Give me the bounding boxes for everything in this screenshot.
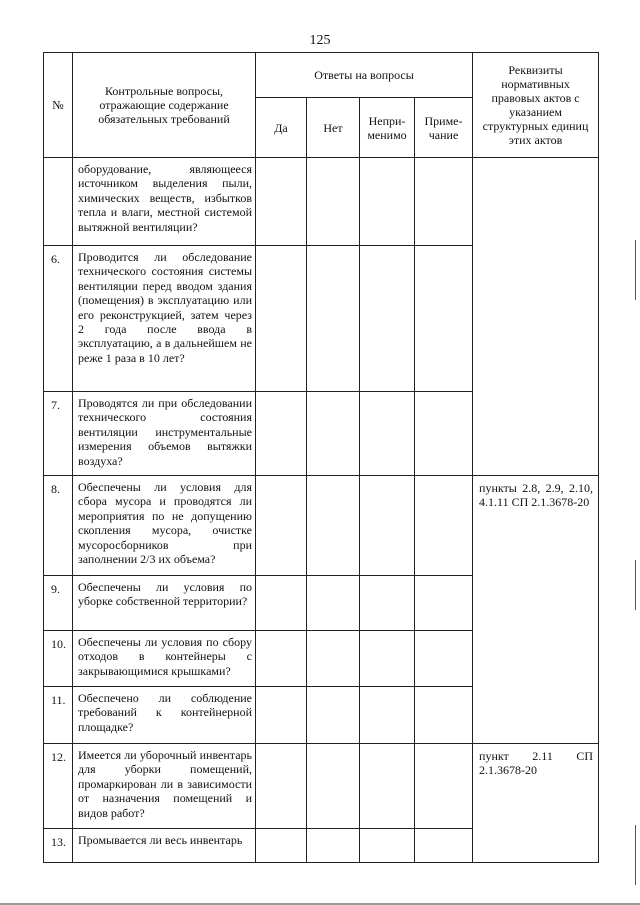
row-question: Обеспечены ли условия для сбора мусора и проводятся ли мероприятия по не допущению скопления мусора, очистке мусоросборников при заполнении 2/3 их объема?	[73, 476, 256, 576]
answer-yes-cell[interactable]	[256, 392, 307, 476]
header-answers: Ответы на вопросы	[256, 53, 473, 98]
answer-no-cell[interactable]	[307, 392, 360, 476]
row-number: 9.	[44, 576, 73, 631]
answer-note-cell[interactable]	[415, 476, 473, 576]
answer-not-applicable-cell[interactable]	[360, 158, 415, 246]
row-number	[44, 158, 73, 246]
row-number: 6.	[44, 246, 73, 392]
answer-note-cell[interactable]	[415, 744, 473, 829]
row-question: Имеется ли уборочный инвентарь для уборки помещений, промаркирован ли в зависимости от назначения помещений и видов работ?	[73, 744, 256, 829]
row-question: Промывается ли весь инвентарь	[73, 829, 256, 863]
answer-note-cell[interactable]	[415, 631, 473, 687]
answer-no-cell[interactable]	[307, 687, 360, 744]
row-question: оборудование, являющееся источником выделения пыли, химических веществ, избытков тепла и влаги, местной системой вытяжной вентиляции?	[73, 158, 256, 246]
row-question: Обеспечено ли соблюдение требований к контейнерной площадке?	[73, 687, 256, 744]
header-requisites: Реквизиты нормативных правовых актов с указанием структурных единиц этих актов	[473, 53, 599, 158]
answer-yes-cell[interactable]	[256, 476, 307, 576]
answer-yes-cell[interactable]	[256, 576, 307, 631]
row-question: Проводятся ли при обследовании технического состояния вентиляции инструментальные измерения объемов вытяжки воздуха?	[73, 392, 256, 476]
header-number: №	[44, 53, 73, 158]
answer-yes-cell[interactable]	[256, 687, 307, 744]
scan-edge-mark	[635, 560, 636, 610]
scan-edge-mark	[635, 825, 636, 885]
header-yes: Да	[256, 98, 307, 158]
row-question: Обеспечены ли условия по уборке собственной территории?	[73, 576, 256, 631]
answer-yes-cell[interactable]	[256, 246, 307, 392]
row-number: 13.	[44, 829, 73, 863]
answer-yes-cell[interactable]	[256, 158, 307, 246]
answer-no-cell[interactable]	[307, 631, 360, 687]
header-not-applicable: Непри-менимо	[360, 98, 415, 158]
header-note: Приме-чание	[415, 98, 473, 158]
row-requisites: пункты 2.8, 2.9, 2.10, 4.1.11 СП 2.1.3678-20	[473, 476, 599, 744]
answer-no-cell[interactable]	[307, 744, 360, 829]
answer-no-cell[interactable]	[307, 246, 360, 392]
header-no: Нет	[307, 98, 360, 158]
answer-not-applicable-cell[interactable]	[360, 687, 415, 744]
answer-yes-cell[interactable]	[256, 631, 307, 687]
row-number: 11.	[44, 687, 73, 744]
row-number: 12.	[44, 744, 73, 829]
answer-not-applicable-cell[interactable]	[360, 576, 415, 631]
scan-edge-mark	[635, 240, 636, 300]
answer-not-applicable-cell[interactable]	[360, 829, 415, 863]
page-number: 125	[309, 33, 331, 48]
answer-note-cell[interactable]	[415, 392, 473, 476]
header-question: Контрольные вопросы, отражающие содержание обязательных требований	[73, 53, 256, 158]
answer-note-cell[interactable]	[415, 576, 473, 631]
answer-not-applicable-cell[interactable]	[360, 631, 415, 687]
row-question: Обеспечены ли условия по сбору отходов в контейнеры с закрывающимися крышками?	[73, 631, 256, 687]
row-number: 10.	[44, 631, 73, 687]
table-row	[44, 744, 599, 829]
row-requisites	[473, 158, 599, 476]
row-number: 8.	[44, 476, 73, 576]
answer-note-cell[interactable]	[415, 246, 473, 392]
table-row	[44, 158, 599, 246]
answer-no-cell[interactable]	[307, 476, 360, 576]
header-row-top	[44, 53, 599, 98]
answer-note-cell[interactable]	[415, 829, 473, 863]
answer-not-applicable-cell[interactable]	[360, 392, 415, 476]
answer-not-applicable-cell[interactable]	[360, 246, 415, 392]
answer-yes-cell[interactable]	[256, 829, 307, 863]
answer-not-applicable-cell[interactable]	[360, 744, 415, 829]
answer-no-cell[interactable]	[307, 829, 360, 863]
answer-note-cell[interactable]	[415, 687, 473, 744]
answer-no-cell[interactable]	[307, 576, 360, 631]
answer-yes-cell[interactable]	[256, 744, 307, 829]
answer-note-cell[interactable]	[415, 158, 473, 246]
checklist-table	[43, 52, 599, 863]
row-number: 7.	[44, 392, 73, 476]
row-question: Проводится ли обследование технического состояния системы вентиляции перед вводом здания (помещения) в эксплуатацию или его реконструкцией, затем через 2 года после ввода в эксплуатацию, а в дальнейшем не реже 1 раза в 10 лет?	[73, 246, 256, 392]
row-requisites: пункт 2.11 СП 2.1.3678-20	[473, 744, 599, 863]
answer-no-cell[interactable]	[307, 158, 360, 246]
table-row	[44, 476, 599, 576]
answer-not-applicable-cell[interactable]	[360, 476, 415, 576]
